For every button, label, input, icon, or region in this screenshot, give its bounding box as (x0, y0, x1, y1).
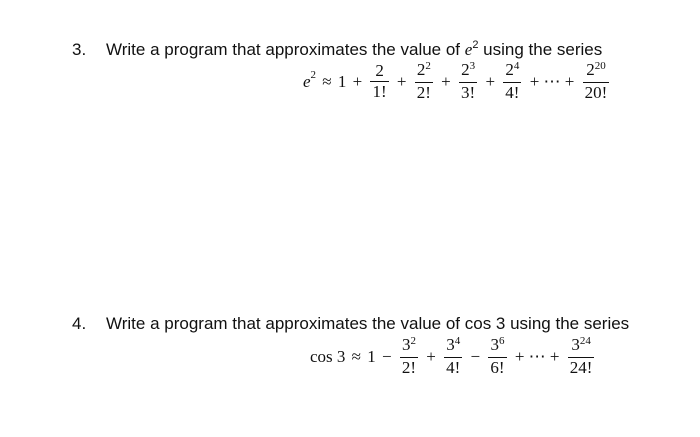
term-numerator: 3 (571, 335, 580, 354)
problem-3-e: e (464, 40, 473, 59)
formula-3-lead: 1 (337, 71, 347, 91)
formula-3-sign-1: + (352, 71, 363, 91)
term-denominator: 20! (584, 83, 608, 102)
formula-4-lead: 1 (367, 346, 376, 366)
problem-4-text: Write a program that approximates the value of cos 3 using the series (106, 314, 630, 333)
problem-4-number: 4. (72, 314, 87, 333)
formula-3-last-term (583, 60, 610, 103)
formula-3-sign-2: + (396, 71, 407, 91)
formula-3-dots: + ⋯ + (529, 71, 575, 91)
term-numerator: 2 (586, 60, 595, 79)
formula-3-approx: ≈ (322, 71, 332, 91)
formula-4-sign-3: − (470, 346, 481, 366)
problem-4-statement (72, 314, 629, 334)
formula-3-term-3 (459, 60, 477, 103)
term-denominator: 2! (416, 83, 431, 102)
term-exponent: 4 (454, 335, 461, 347)
problem-3-formula (303, 60, 611, 103)
problem-3-statement (72, 40, 602, 62)
term-exponent: 4 (513, 60, 520, 72)
formula-3-sign-4: + (485, 71, 496, 91)
problem-3-text-after: using the series (478, 40, 603, 59)
formula-3-lhs-exp: 2 (310, 68, 317, 81)
formula-3-term-2 (415, 60, 433, 103)
formula-3-term-1 (370, 61, 388, 102)
term-numerator: 3 (490, 335, 499, 354)
formula-4-last-term (568, 335, 595, 378)
term-denominator: 3! (461, 83, 476, 102)
formula-4-lhs: cos 3 (310, 346, 346, 366)
term-exponent: 24 (579, 335, 591, 347)
formula-3-lhs-base: e (303, 71, 311, 91)
term-denominator: 24! (569, 358, 593, 377)
term-exponent: 6 (498, 335, 505, 347)
problem-3-e-exponent: 2 (472, 39, 479, 51)
term-exponent: 2 (410, 335, 416, 347)
term-numerator: 3 (401, 335, 411, 354)
term-exponent: 20 (594, 60, 606, 72)
term-numerator: 3 (446, 335, 455, 354)
term-numerator: 2 (505, 60, 514, 79)
formula-4-approx: ≈ (351, 346, 362, 366)
term-denominator: 4! (446, 358, 461, 377)
formula-4-sign-1: − (382, 346, 392, 366)
term-exponent: 3 (469, 60, 476, 72)
formula-4-term-1 (400, 335, 418, 378)
term-denominator: 2! (401, 358, 417, 377)
problem-3-text: Write a program that approximates the value of (106, 40, 465, 59)
term-numerator: 2 (375, 61, 384, 80)
formula-4-sign-2: + (426, 346, 436, 366)
formula-4-term-2 (444, 335, 462, 378)
term-denominator: 6! (490, 358, 505, 377)
term-denominator: 4! (505, 83, 520, 102)
formula-4-dots: + ⋯ + (514, 346, 560, 366)
formula-4-term-3 (488, 335, 506, 378)
term-numerator: 2 (416, 60, 426, 79)
problem-3-number: 3. (72, 40, 87, 59)
formula-3-sign-3: + (441, 71, 451, 91)
formula-3-term-4 (503, 60, 521, 103)
term-denominator: 1! (372, 82, 387, 101)
problem-4-formula (310, 335, 596, 378)
term-numerator: 2 (461, 60, 470, 79)
term-exponent: 2 (425, 60, 431, 72)
